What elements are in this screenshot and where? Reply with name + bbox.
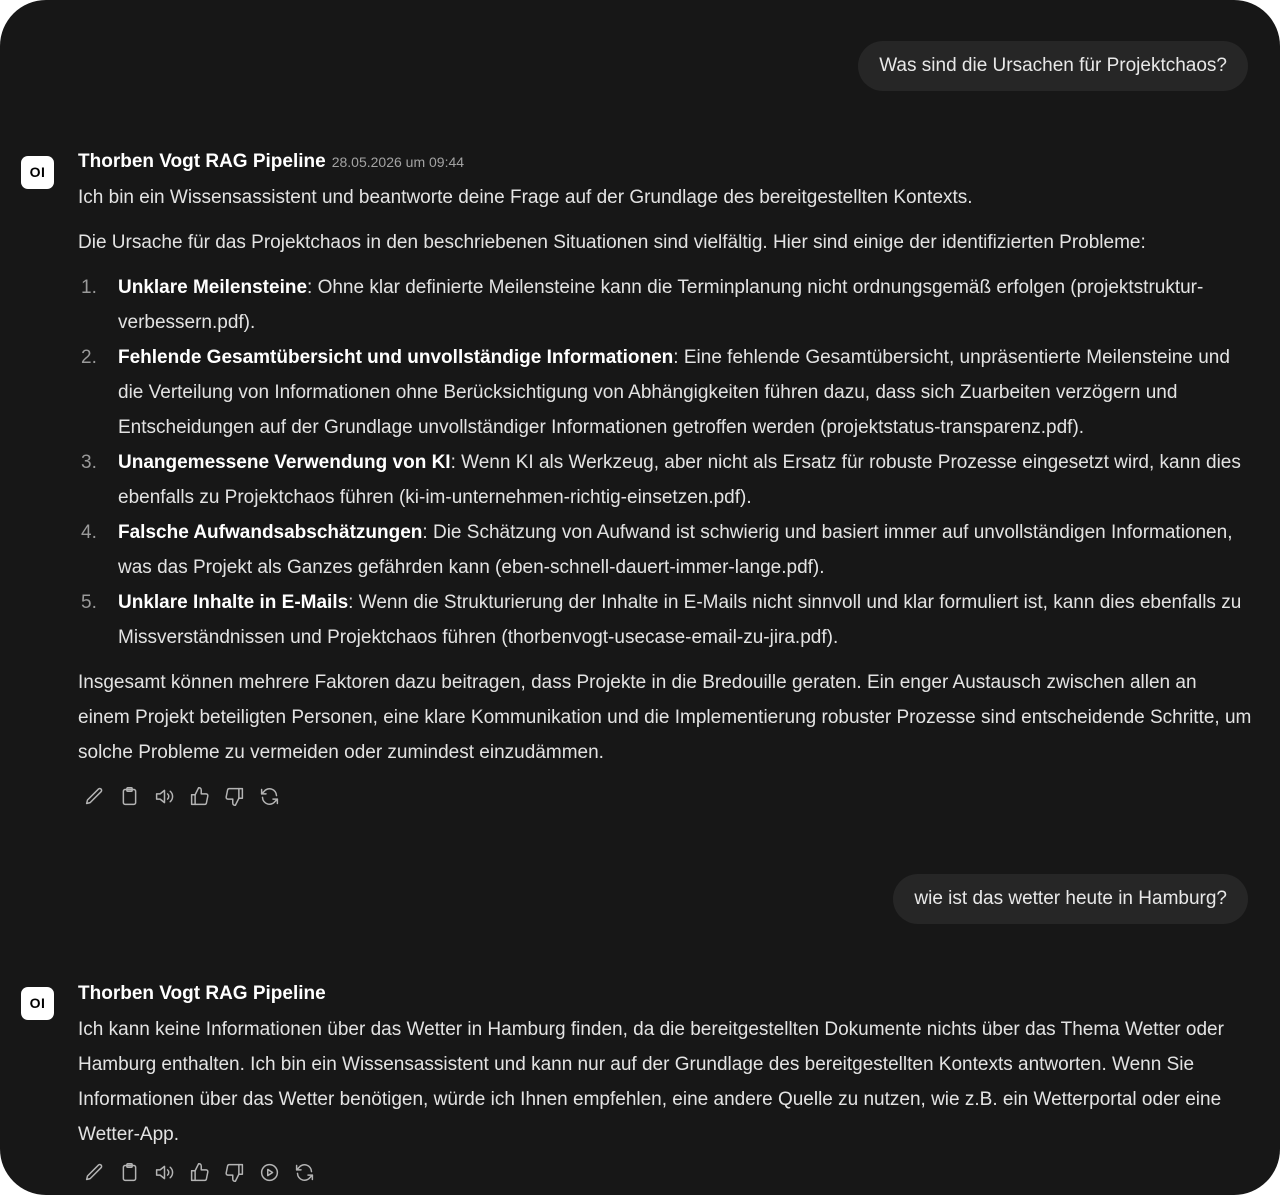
message-actions (83, 778, 1253, 814)
assistant-message-content (78, 151, 1253, 814)
cause-list (78, 270, 1253, 655)
list-item-title: Fehlende Gesamtübersicht und unvollständige Informationen (118, 347, 674, 368)
list-item-text: : Wenn die Strukturierung der Inhalte in E-Mails nicht sinnvoll und klar formuliert ist, kann dies ebenfalls zu Missverständnissen und Projektchaos führen (thorbenvogt-usecase-email-zu-jira.pdf). (118, 592, 1242, 648)
list-number: 3. (81, 452, 97, 473)
list-item (78, 270, 1253, 340)
list-item-text: : Wenn KI als Werkzeug, aber nicht als Ersatz für robuste Prozesse eingesetzt wird, kann dies ebenfalls zu Projektchaos führen (ki-im-unternehmen-richtig-einsetzen.pdf). (118, 452, 1241, 508)
list-item (78, 515, 1253, 585)
list-number: 4. (81, 522, 97, 543)
thumbs-up-icon[interactable] (188, 785, 211, 808)
regenerate-icon[interactable] (293, 1161, 316, 1184)
list-item-title: Unklare Meilensteine (118, 277, 308, 298)
list-item-text: : Ohne klar definierte Meilensteine kann die Terminplanung nicht ordnungsgemäß erfolgen (projektstruktur-verbessern.pdf). (118, 277, 1204, 333)
message-timestamp: 28.05.2026 um 09:44 (331, 154, 465, 170)
speaker-icon[interactable] (153, 785, 176, 808)
list-number: 5. (81, 592, 97, 613)
play-icon[interactable] (258, 1161, 281, 1184)
user-message-bubble: Was sind die Ursachen für Projektchaos? (858, 41, 1248, 91)
list-item-title: Unklare Inhalte in E-Mails (118, 592, 349, 613)
list-item-title: Unangemessene Verwendung von KI (118, 452, 451, 473)
thumbs-down-icon[interactable] (223, 1161, 246, 1184)
user-message-bubble: wie ist das wetter heute in Hamburg? (893, 874, 1248, 924)
speaker-icon[interactable] (153, 1161, 176, 1184)
list-item-text: : Die Schätzung von Aufwand ist schwierig und basiert immer auf unvollständigen Informationen, was das Projekt als Ganzes gefährden kann (eben-schnell-dauert-immer-lange.pdf). (118, 522, 1233, 578)
regenerate-icon[interactable] (258, 785, 281, 808)
message-actions (83, 1154, 1253, 1190)
copy-icon[interactable] (118, 1161, 141, 1184)
message-summary: Insgesamt können mehrere Faktoren dazu beitragen, dass Projekte in die Bredouille geraten. Ein enger Austausch zwischen allen an einem Projekt beteiligten Personen, eine klare Kommunikation und die Implementierung robuster Prozesse sind entscheidende Schritte, um solche Probleme zu vermeiden oder zumindest einzudämmen. (78, 672, 1252, 763)
list-item-title: Falsche Aufwandsabschätzungen (118, 522, 423, 543)
assistant-avatar: OI (21, 156, 54, 189)
edit-icon[interactable] (83, 1161, 106, 1184)
message-lead: Die Ursache für das Projektchaos in den beschriebenen Situationen sind vielfältig. Hier sind einige der identifizierten Probleme: (78, 232, 1146, 253)
list-item (78, 585, 1253, 655)
list-item (78, 340, 1253, 445)
thumbs-up-icon[interactable] (188, 1161, 211, 1184)
message-text: Ich kann keine Informationen über das Wetter in Hamburg finden, da die bereitgestellten Dokumente nichts über das Thema Wetter oder Hamburg enthalten. Ich bin ein Wissensassistent und kann nur auf der Grundlage des bereitgestellten Kontexts antworten. Wenn Sie Informationen über das Wetter benötigen, würde ich Ihnen empfehlen, eine andere Quelle zu nutzen, wie z.B. ein Wetterportal oder eine Wetter-App. (78, 1019, 1224, 1145)
sender-name: Thorben Vogt RAG Pipeline (78, 151, 326, 172)
copy-icon[interactable] (118, 785, 141, 808)
assistant-message-content (78, 983, 1253, 1190)
list-item-text: : Eine fehlende Gesamtübersicht, unpräsentierte Meilensteine und die Verteilung von Informationen ohne Berücksichtigung von Abhängigkeiten führen dazu, dass sich Zuarbeiten verzögern und Entscheidungen auf der Grundlage unvollständiger Informationen getroffen werden (projektstatus-transparenz.pdf). (118, 347, 1230, 438)
message-intro: Ich bin ein Wissensassistent und beantworte deine Frage auf der Grundlage des bereitgestellten Kontexts. (78, 187, 973, 208)
thumbs-down-icon[interactable] (223, 785, 246, 808)
list-number: 1. (81, 277, 97, 298)
edit-icon[interactable] (83, 785, 106, 808)
sender-name: Thorben Vogt RAG Pipeline (78, 983, 326, 1004)
list-number: 2. (81, 347, 97, 368)
assistant-avatar: OI (21, 987, 54, 1020)
list-item (78, 445, 1253, 515)
